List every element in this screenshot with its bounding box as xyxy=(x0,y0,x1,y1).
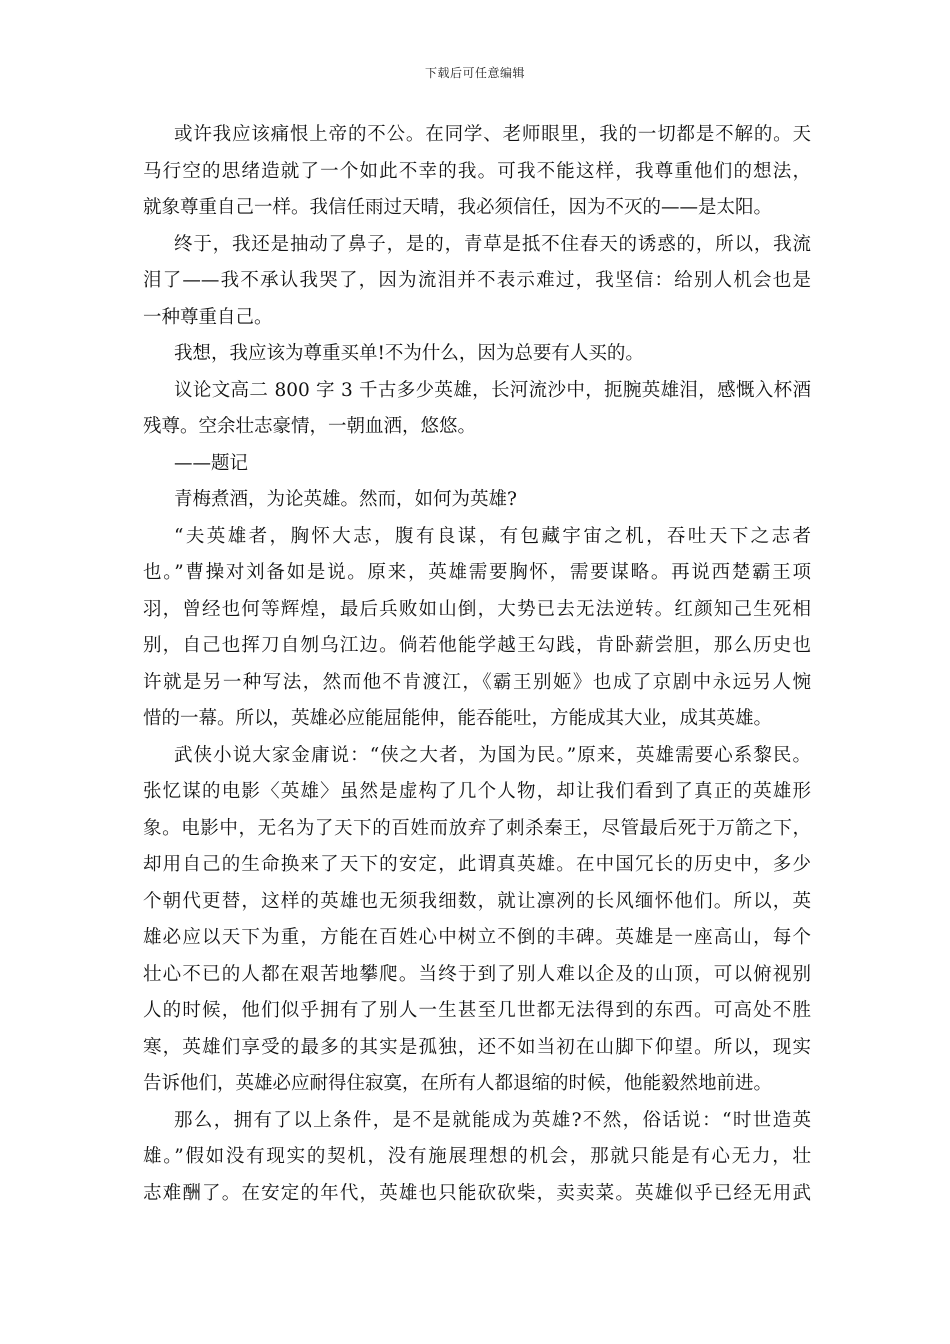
text-line: “夫英雄者，胸怀大志，腹有良谋，有包藏宇宙之机，吞吐天下之志者 xyxy=(174,525,811,547)
text-line: ——题记 xyxy=(174,452,249,474)
text-line: 一种尊重自己。 xyxy=(143,306,273,328)
text-line: 许就是另一种写法，然而他不肯渡江，《霸王别姬》也成了京剧中永远另人惋 xyxy=(143,671,811,693)
text-line: 志难酬了。在安定的年代，英雄也只能砍砍柴，卖卖菜。英雄似乎已经无用武 xyxy=(143,1182,811,1204)
text-line: 人的时候，他们似乎拥有了别人一生甚至几世都无法得到的东西。可高处不胜 xyxy=(143,1000,811,1021)
text-line: 告诉他们，英雄必应耐得住寂寞，在所有人都退缩的时候，他能毅然地前进。 xyxy=(143,1073,773,1094)
text-line: 马行空的思绪造就了一个如此不幸的我。可我不能这样，我尊重他们的想法， xyxy=(143,160,811,182)
text-line: 壮心不已的人都在艰苦地攀爬。当终于到了别人难以企及的山顶，可以俯视别 xyxy=(143,963,811,985)
page-header: 下载后可任意编辑 xyxy=(424,66,525,80)
text-line: 象。电影中，无名为了天下的百姓而放弃了刺杀秦王，尽管最后死于万箭之下， xyxy=(143,817,811,839)
text-line: 张忆谋的电影〈英雄〉虽然是虚构了几个人物，却让我们看到了真正的英雄形 xyxy=(143,781,811,802)
text-line: 青梅煮酒，为论英雄。然而，如何为英雄? xyxy=(174,489,517,510)
text-line: 武侠小说大家金庸说：“侠之大者，为国为民。”原来，英雄需要心系黎民。 xyxy=(174,744,811,766)
text-line: 也。”曹操对刘备如是说。原来，英雄需要胸怀，需要谋略。再说西楚霸王项 xyxy=(143,562,811,583)
text-line: 别，自己也挥刀自刎乌江边。倘若他能学越王勾践，肯卧薪尝胆，那么历史也 xyxy=(143,635,811,656)
text-line: 那么，拥有了以上条件，是不是就能成为英雄?不然，俗话说：“时世造英 xyxy=(174,1109,811,1131)
text-line: 寒，英雄们享受的最多的其实是孤独，还不如当初在山脚下仰望。所以，现实 xyxy=(143,1036,811,1058)
text-line: 议论文高二 800 字 3 千古多少英雄，长河流沙中，扼腕英雄泪，感慨入杯酒 xyxy=(174,379,811,401)
text-line: 终于，我还是抽动了鼻子，是的，青草是抵不住春天的诱惑的，所以，我流 xyxy=(174,233,811,255)
text-line: 就象尊重自己一样。我信任雨过天晴，我必须信任，因为不灭的——是太阳。 xyxy=(143,197,773,218)
text-line: 泪了——我不承认我哭了，因为流泪并不表示难过，我坚信：给别人机会也是 xyxy=(143,270,811,291)
text-line: 个朝代更替，这样的英雄也无须我细数，就让凛冽的长风缅怀他们。所以，英 xyxy=(143,890,811,912)
text-line: 雄必应以天下为重，方能在百姓心中树立不倒的丰碑。英雄是一座高山，每个 xyxy=(143,927,811,948)
document-body xyxy=(143,117,811,1212)
text-line: 我想，我应该为尊重买单!不为什么，因为总要有人买的。 xyxy=(174,343,644,364)
text-line: 残尊。空余壮志豪情，一朝血洒，悠悠。 xyxy=(143,416,477,437)
text-line: 却用自己的生命换来了天下的安定，此谓真英雄。在中国冗长的历史中，多少 xyxy=(143,854,811,875)
text-line: 惜的一幕。所以，英雄必应能屈能伸，能吞能吐，方能成其大业，成其英雄。 xyxy=(143,708,773,729)
text-line: 或许我应该痛恨上帝的不公。在同学、老师眼里，我的一切都是不解的。天 xyxy=(174,124,811,145)
text-line: 雄。”假如没有现实的契机，没有施展理想的机会，那就只能是有心无力，壮 xyxy=(143,1146,811,1167)
text-line: 羽，曾经也何等辉煌，最后兵败如山倒，大势已去无法逆转。红颜知己生死相 xyxy=(143,598,811,620)
